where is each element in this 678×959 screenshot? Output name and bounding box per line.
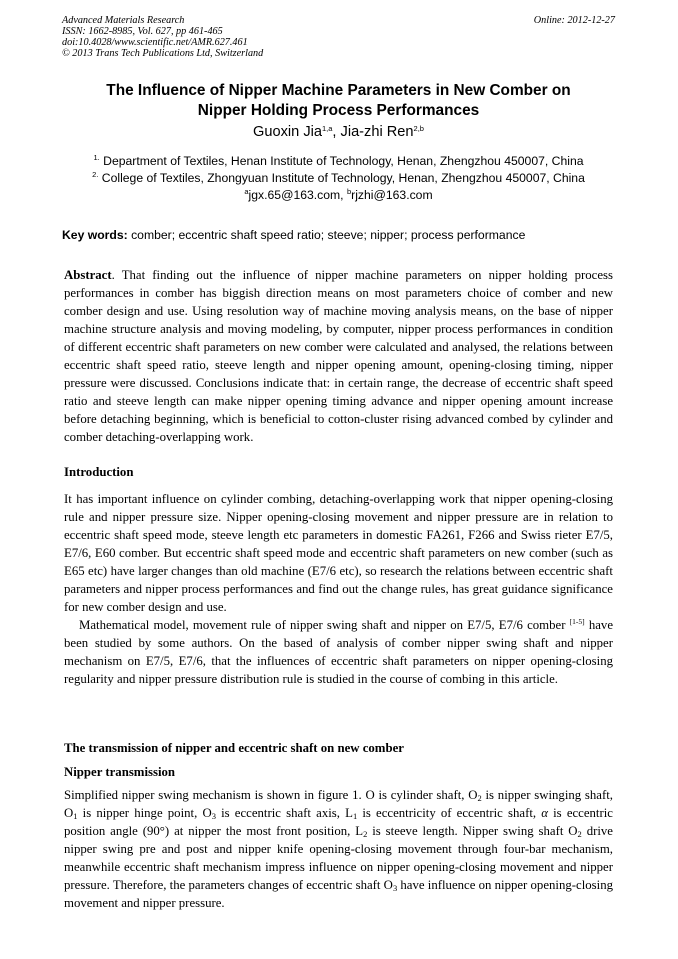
title-line-1: The Influence of Nipper Machine Parameters in New Comber on xyxy=(106,82,571,99)
abstract-text: . That finding out the influence of nipper machine parameters on nipper holding process performances in comber has biggish direction means on most parameters choice of comber and new comber design and use. Using resolution way of machine moving analysis means, on the base of nipper machine structure analysis and moving modeling, by computer, nipper process performances in condition of different eccentric shaft parameters on new comber were calculated and analysed, the relations between eccentric shaft speed ratio, steeve length and nipper opening amount, opening-closing timing, nipper pressure were discussed. Conclusions indicate that: in certain range, the decrease of eccentric shaft speed ratio and steeve length can make nipper opening timing advance and nipper opening amount increase before detaching beginning, which is beneficial to cotton-cluster rising advanced combed by cylinder and comber detaching-overlapping work. xyxy=(64,268,613,444)
abstract xyxy=(64,266,613,446)
affil-text: College of Textiles, Zhongyuan Institute of Technology, Henan, Zhengzhou 450007, China xyxy=(98,171,585,185)
keywords-label: Key words: xyxy=(62,228,128,242)
affil-mark: 1. xyxy=(93,153,100,162)
journal-metadata xyxy=(62,15,263,59)
section2-paragraph xyxy=(64,786,613,912)
abstract-label: Abstract xyxy=(64,268,112,282)
para-text: is eccentric shaft axis, L xyxy=(215,806,353,820)
introduction-heading: Introduction xyxy=(64,465,134,479)
email-a[interactable]: jgx.65@163.com, xyxy=(248,188,347,202)
subscript: 3 xyxy=(392,883,398,893)
online-date: Online: 2012-12-27 xyxy=(533,15,615,26)
subscript: 1 xyxy=(73,811,78,821)
subscript: 2 xyxy=(363,829,368,839)
section2-subheading: Nipper transmission xyxy=(64,765,176,779)
author-name: Guoxin Jia xyxy=(253,124,322,140)
email-b[interactable]: rjzhi@163.com xyxy=(351,188,433,202)
para-text: Simplified nipper swing mechanism is shown in figure 1. O is cylinder shaft, O xyxy=(64,788,478,802)
author-list xyxy=(62,124,615,140)
email-mark: a xyxy=(244,187,249,196)
issn-line: ISSN: 1662-8985, Vol. 627, pp 461-465 xyxy=(62,26,223,37)
section2-heading: The transmission of nipper and eccentric shaft on new comber xyxy=(64,741,404,755)
emails xyxy=(62,187,615,204)
affil-text: Department of Textiles, Henan Institute of Technology, Henan, Zhengzhou 450007, China xyxy=(99,154,584,168)
keywords xyxy=(62,228,617,242)
journal-name: Advanced Materials Research xyxy=(62,15,185,26)
para-text: is nipper hinge point, O xyxy=(77,806,212,820)
doi-line: doi:10.4028/www.scientific.net/AMR.627.461 xyxy=(62,37,248,48)
para-text: have influence on nipper opening-closing movement and nipper pressure. xyxy=(64,878,613,910)
para-text: drive nipper swing pre and post and nipper knife opening-closing movement through four-bar mechanism, meanwhile eccentric shaft mechanism impress influence on nipper opening-closing movement and nipper pressure. Therefore, the parameters changes of eccentric shaft O xyxy=(64,824,613,892)
para-text: is nipper swinging shaft, O xyxy=(64,788,614,820)
affil-mark: 2. xyxy=(92,170,99,179)
subscript: 2 xyxy=(477,793,482,803)
subscript: 3 xyxy=(211,811,216,821)
subscript: 1 xyxy=(352,811,358,821)
author-separator: , xyxy=(332,124,341,140)
para-text: have been studied by some authors. On the based of analysis of comber nipper swing shaft and nipper mechanism on E7/5, E7/6, that the influences of eccentric shaft parameters on nipper opening-closing regularity and nipper pressure distribution rule is studied in the course of combing in this article. xyxy=(64,618,613,686)
author-name: Jia-zhi Ren xyxy=(340,124,414,140)
introduction-body xyxy=(64,490,613,688)
affiliation-1 xyxy=(62,153,615,170)
author-affil-mark: 2,b xyxy=(413,124,424,133)
email-mark: b xyxy=(346,187,352,196)
subscript: 2 xyxy=(577,829,582,839)
keywords-text: comber; eccentric shaft speed ratio; steeve; nipper; process performance xyxy=(127,228,526,242)
intro-paragraph-2 xyxy=(64,616,613,688)
title-line-2: Nipper Holding Process Performances xyxy=(197,102,480,119)
citation-ref[interactable]: [1-5] xyxy=(569,617,585,626)
alpha-symbol: α xyxy=(541,806,548,820)
copyright-line: © 2013 Trans Tech Publications Ltd, Switzerland xyxy=(62,48,264,59)
para-text: is eccentricity of eccentric shaft, xyxy=(357,806,542,820)
intro-paragraph-1: It has important influence on cylinder combing, detaching-overlapping work that nipper opening-closing rule and nipper pressure size. Nipper opening-closing movement and nipper pressure are in relation to eccentric shaft speed mode, steeve length etc parameters in domestic FA261, F266 and Swiss rieter E7/5, E7/6, E60 comber. But eccentric shaft speed mode and eccentric shaft parameters on new comber (such as E65 etc) have larger changes than old machine (E7/6 etc), so research the relations between eccentric shaft parameters and nipper process performances and find out the change rules, has great guidance significance for new comber design and use. xyxy=(64,492,613,614)
section2-body xyxy=(64,786,613,912)
para-text: is eccentric position angle (90°) at nipper the most front position, L xyxy=(64,806,613,838)
para-text: Mathematical model, movement rule of nipper swing shaft and nipper on E7/5, E7/6 comber xyxy=(79,618,570,632)
para-text: is steeve length. Nipper swing shaft O xyxy=(367,824,578,838)
affiliations xyxy=(62,153,615,204)
paper-title xyxy=(62,81,615,121)
author-affil-mark: 1,a xyxy=(321,124,333,133)
affiliation-2 xyxy=(62,170,615,187)
